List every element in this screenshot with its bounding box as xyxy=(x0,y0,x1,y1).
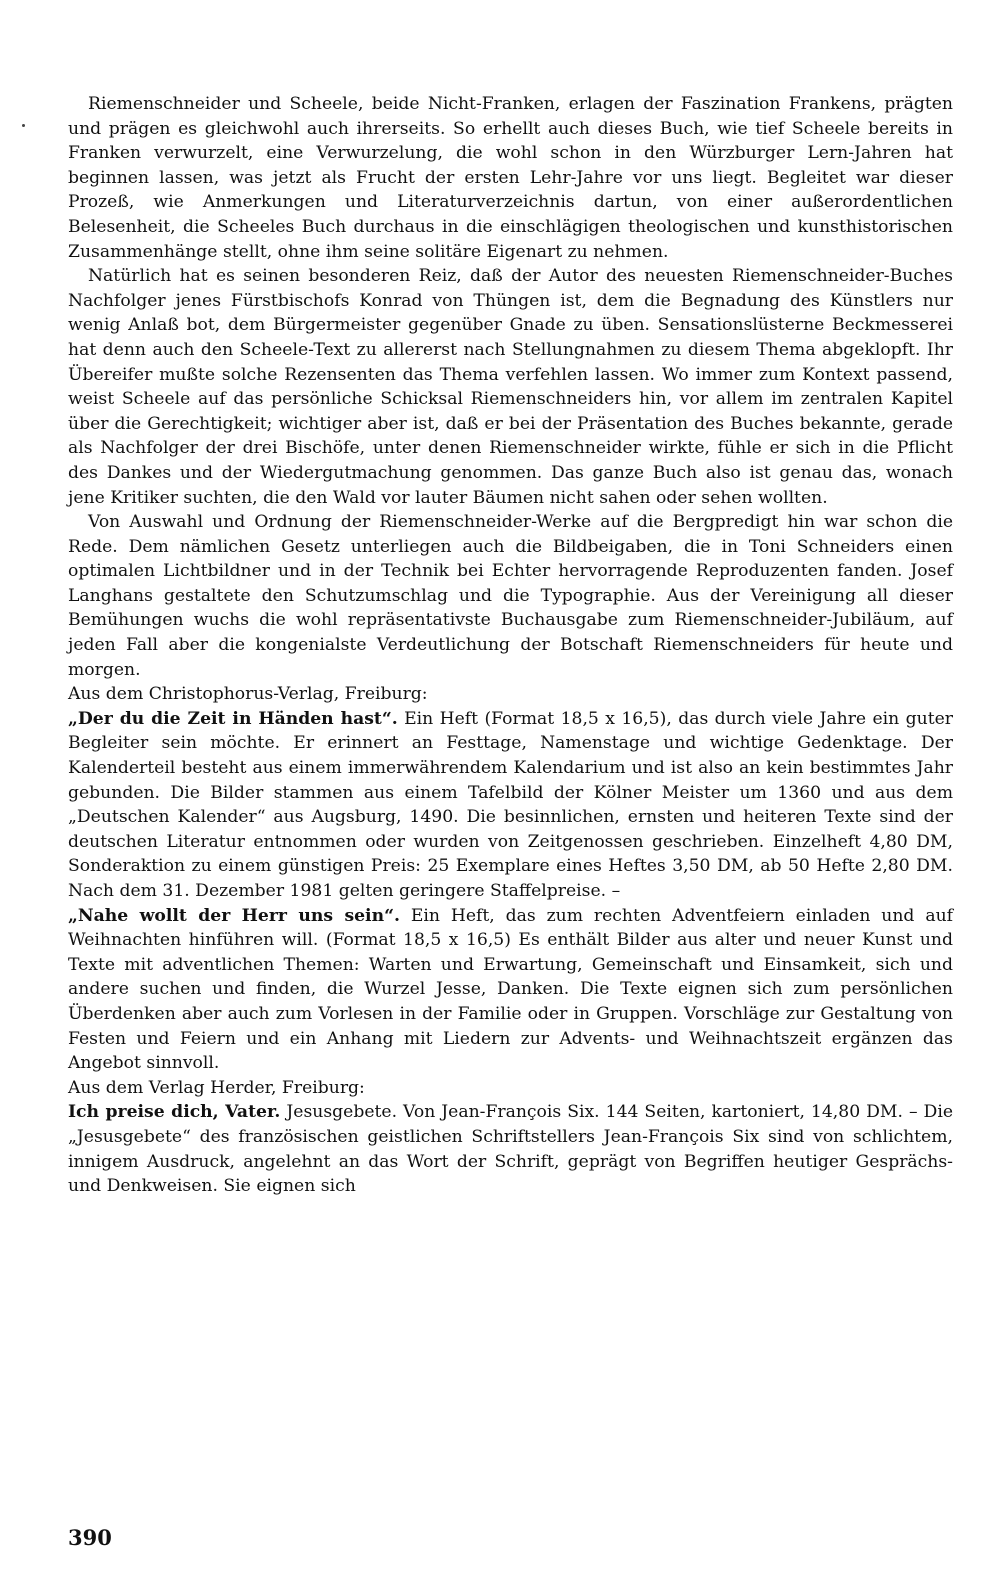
entry-text: Ein Heft, das zum rechten Adventfeiern einladen und auf Weihnachten hinführen will. (Format 18,5 x 16,5) Es enthält Bilder aus alter und neuer Kunst und Texte mit adventlichen Themen: Warten und Erwartung, Gemeinschaft und Einsamkeit, sich und andere suchen und finden, die Wurzel Jesse, Danken. Die Texte eignen sich zum persönlichen Überdenken aber auch zum Vorlesen in der Familie oder in Gruppen. Vorschläge zur Gestaltung von Festen und Feiern und ein Anhang mit Liedern zur Advents- und Weihnachtszeit ergänzen das Angebot sinnvoll. xyxy=(68,905,954,1074)
paragraph-riemenschneider-scheele: Riemenschneider und Scheele, beide Nicht-Franken, erlagen der Faszination Frankens, prägten und prägen es gleichwohl auch ihrerseits. So erhellt auch dieses Buch, wie tief Scheele bereits in Franken verwurzelt, eine Verwurzelung, die wohl schon in den Würzburger Lern-Jahren hat beginnen lassen, was jetzt als Frucht der ersten Lehr-Jahre vor uns liegt. Begleitet war dieser Prozeß, wie Anmerkungen und Literaturverzeichnis dartun, von einer außerordentlichen Belesenheit, die Scheeles Buch durchaus in die einschlägigen theologischen und kunsthistorischen Zusammenhänge stellt, ohne ihm seine solitäre Eigenart zu nehmen. xyxy=(68,94,953,262)
page-body xyxy=(68,92,953,1199)
entry-text: Ein Heft (Format 18,5 x 16,5), das durch viele Jahre ein guter Begleiter sein möchte. Er erinnert an Festtage, Namenstage und wichtige Gedenktage. Der Kalenderteil besteht aus einem immerwährendem Kalendarium und ist also an kein bestimmtes Jahr gebunden. Die Bilder stammen aus einem Tafelbild der Kölner Meister um 1360 und aus dem „Deutschen Kalender“ aus Augsburg, 1490. Die besinnlichen, ernsten und heiteren Texte sind der deutschen Literatur entnommen oder wurden von Zeitgenossen geschrieben. Einzelheft 4,80 DM, Sonderaktion zu einem günstigen Preis: 25 Exemplare eines Heftes 3,50 DM, ab 50 Hefte 2,80 DM. Nach dem 31. Dezember 1981 gelten geringere Staffelpreise. – xyxy=(68,708,953,901)
entry-ich-preise-dich xyxy=(68,1100,953,1198)
entry-text: Jesusgebete. Von Jean-François Six. 144 Seiten, kartoniert, 14,80 DM. – Die „Jesusgebete“ des französischen geistlichen Schriftstellers Jean-François Six sind von schlichtem, innigem Ausdruck, angelehnt an das Wort der Schrift, geprägt von Begriffen heutiger Gesprächs- und Denkweisen. Sie eignen sich xyxy=(68,1102,953,1197)
entry-title: „Nahe wollt der Herr uns sein“. xyxy=(68,905,400,926)
section-heading-christophorus: Aus dem Christophorus-Verlag, Freiburg: xyxy=(68,684,428,705)
section-heading-herder: Aus dem Verlag Herder, Freiburg: xyxy=(68,1077,365,1098)
margin-speck xyxy=(22,124,25,127)
paragraph-nachfolger: Natürlich hat es seinen besonderen Reiz, daß der Autor des neuesten Riemenschneider-Buches Nachfolger jenes Fürstbischofs Konrad von Thüngen ist, dem die Begnadung des Künstlers nur wenig Anlaß bot, dem Bürgermeister gegenüber Gnade zu üben. Sensationslüsterne Beckmesserei hat denn auch den Scheele-Text zu allererst nach Stellungnahmen zu diesem Thema abgeklopft. Ihr Übereifer mußte solche Rezensenten das Thema verfehlen lassen. Wo immer zum Kontext passend, weist Scheele auf das persönliche Schicksal Riemenschneiders hin, vor allem im zentralen Kapitel über die Gerechtigkeit; wichtiger aber ist, daß er bei der Präsentation des Buches bekannte, gerade als Nachfolger der drei Bischöfe, unter denen Riemenschneider wirkte, fühle er sich in die Pflicht des Dankes und der Wiedergutmachung genommen. Das ganze Buch also ist genau das, wonach jene Kritiker suchten, die den Wald vor lauter Bäumen nicht sahen oder sehen wollten. xyxy=(68,266,953,508)
page-number: 390 xyxy=(68,1525,112,1550)
entry-der-du-die-zeit xyxy=(68,707,953,904)
entry-nahe-wollt xyxy=(68,904,953,1076)
entry-title: Ich preise dich, Vater. xyxy=(68,1102,281,1123)
paragraph-auswahl: Von Auswahl und Ordnung der Riemenschneider-Werke auf die Bergpredigt hin war schon die Rede. Dem nämlichen Gesetz unterliegen auch die Bildbeigaben, die in Toni Schneiders einen optimalen Lichtbildner und in der Technik bei Echter hervorragende Reproduzenten fanden. Josef Langhans gestaltete den Schutzumschlag und die Typographie. Aus der Vereinigung all dieser Bemühungen wuchs die wohl repräsentativste Buchausgabe zum Riemenschneider-Jubiläum, auf jeden Fall aber die kongenialste Verdeutlichung der Botschaft Riemenschneiders für heute und morgen. xyxy=(68,512,953,680)
entry-title: „Der du die Zeit in Händen hast“. xyxy=(68,708,398,729)
